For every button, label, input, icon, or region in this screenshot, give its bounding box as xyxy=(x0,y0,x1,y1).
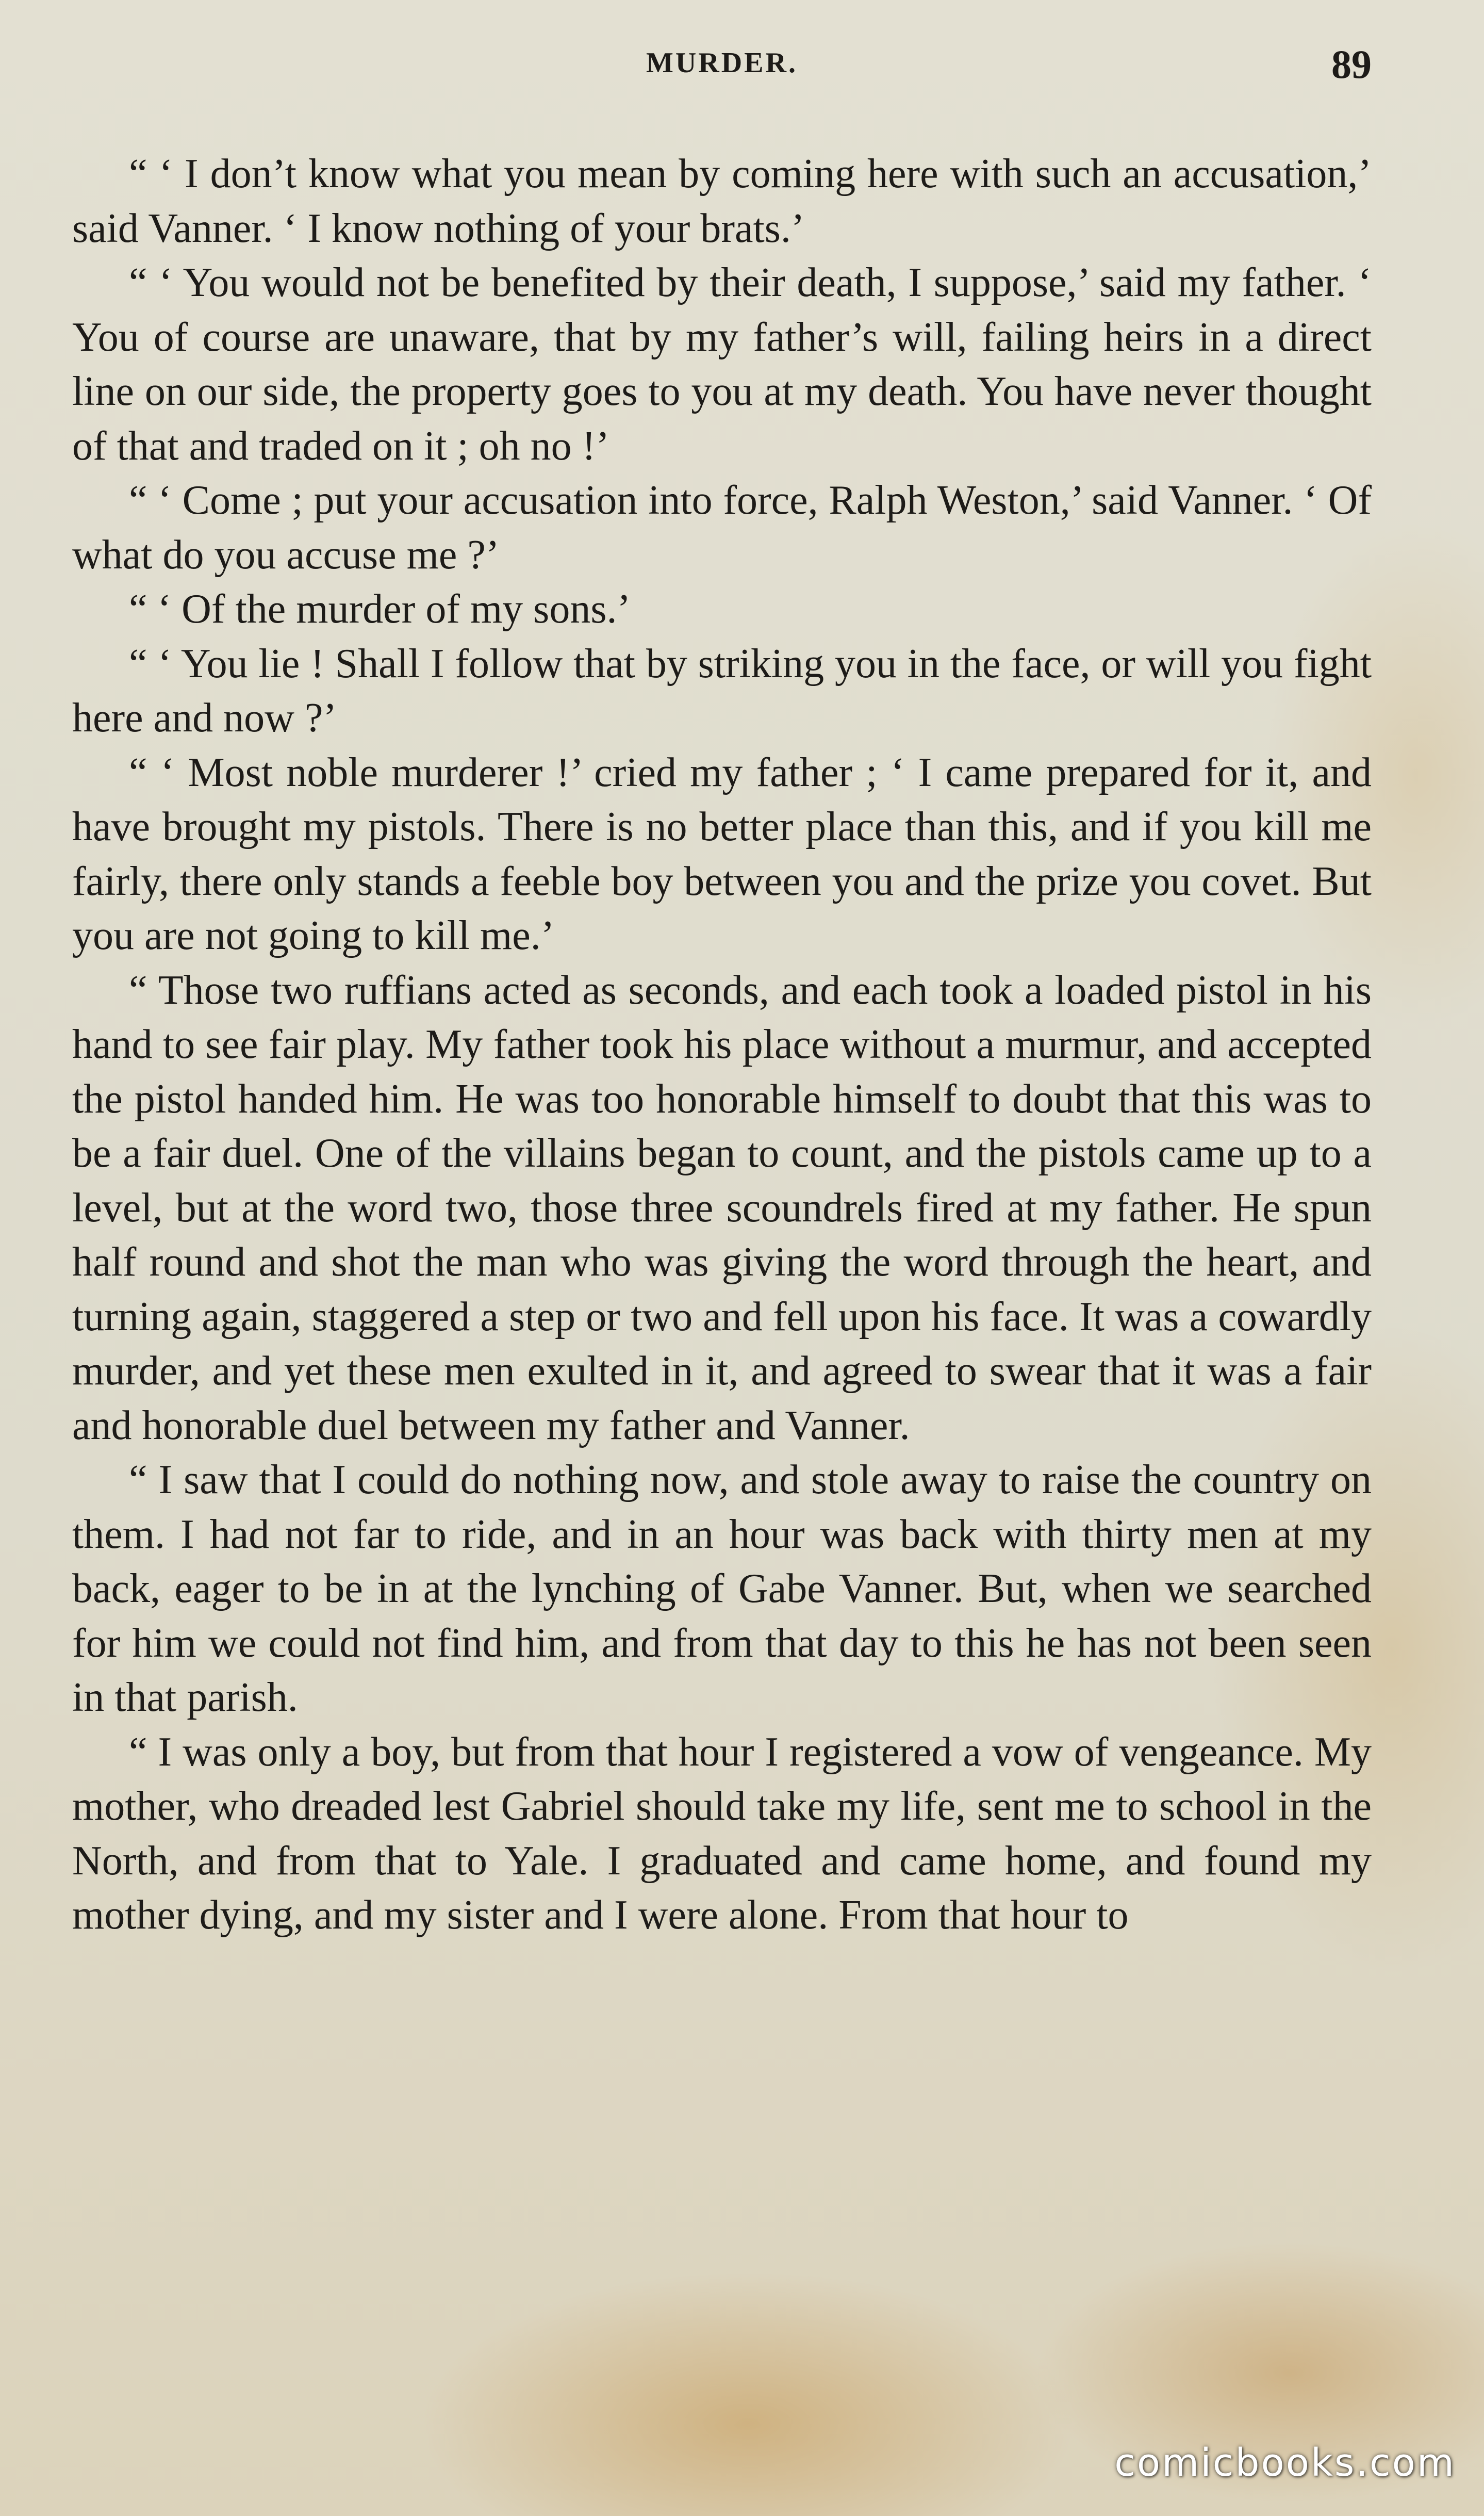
paragraph: “ ‘ Most noble murderer !’ cried my father ; ‘ I came prepared for it, and have brought my pistols. There is no better place than this, and if you kill me fairly, there only stands a feeble boy between you and the prize you covet. But you are not going to kill me.’ xyxy=(72,749,1372,958)
page-number: 89 xyxy=(1331,42,1372,87)
paragraph: “ I was only a boy, but from that hour I registered a vow of vengeance. My mother, who dreaded lest Gabriel should take my life, sent me to school in the North, and from that to Yale. I graduated and came home, and found my mother dying, and my sister and I were alone. From that hour to xyxy=(72,1729,1372,1938)
paragraph: “ ‘ I don’t know what you mean by coming here with such an accusation,’ said Vanner. ‘ I know nothing of your brats.’ xyxy=(72,151,1372,251)
paragraph: “ Those two ruffians acted as seconds, and each took a loaded pistol in his hand to see fair play. My father took his place without a murmur, and accepted the pistol handed him. He was too honorable himself to doubt that this was to be a fair duel. One of the villains began to count, and the pistols came up to a level, but at the word two, those three scoundrels fired at my father. He spun half round and shot the man who was giving the word through the heart, and turning again, staggered a step or two and fell upon his face. It was a cowardly murder, and yet these men exulted in it, and agreed to swear that it was a fair and honorable duel between my father and Vanner. xyxy=(72,967,1372,1448)
watermark: comicbooks.com xyxy=(1114,2441,1456,2485)
page-header xyxy=(72,42,1372,108)
paragraph: “ ‘ You would not be benefited by their death, I suppose,’ said my father. ‘ You of course are unaware, that by my father’s will, failing heirs in a direct line on our side, the property goes to you at my death. You have never thought of that and traded on it ; oh no !’ xyxy=(72,260,1372,469)
running-title: MURDER. xyxy=(646,47,798,79)
paragraph: “ ‘ You lie ! Shall I follow that by striking you in the face, or will you fight here and now ?’ xyxy=(72,641,1372,741)
paragraph: “ I saw that I could do nothing now, and stole away to raise the country on them. I had not far to ride, and in an hour was back with thirty men at my back, eager to be in at the lynching of Gabe Vanner. But, when we searched for him we could not find him, and from that day to this he has not been seen in that parish. xyxy=(72,1457,1372,1720)
paragraph: “ ‘ Of the murder of my sons.’ xyxy=(129,586,631,632)
paragraph: “ ‘ Come ; put your accusation into force, Ralph Weston,’ said Vanner. ‘ Of what do you accuse me ?’ xyxy=(72,478,1372,578)
page-body xyxy=(72,147,1372,1943)
